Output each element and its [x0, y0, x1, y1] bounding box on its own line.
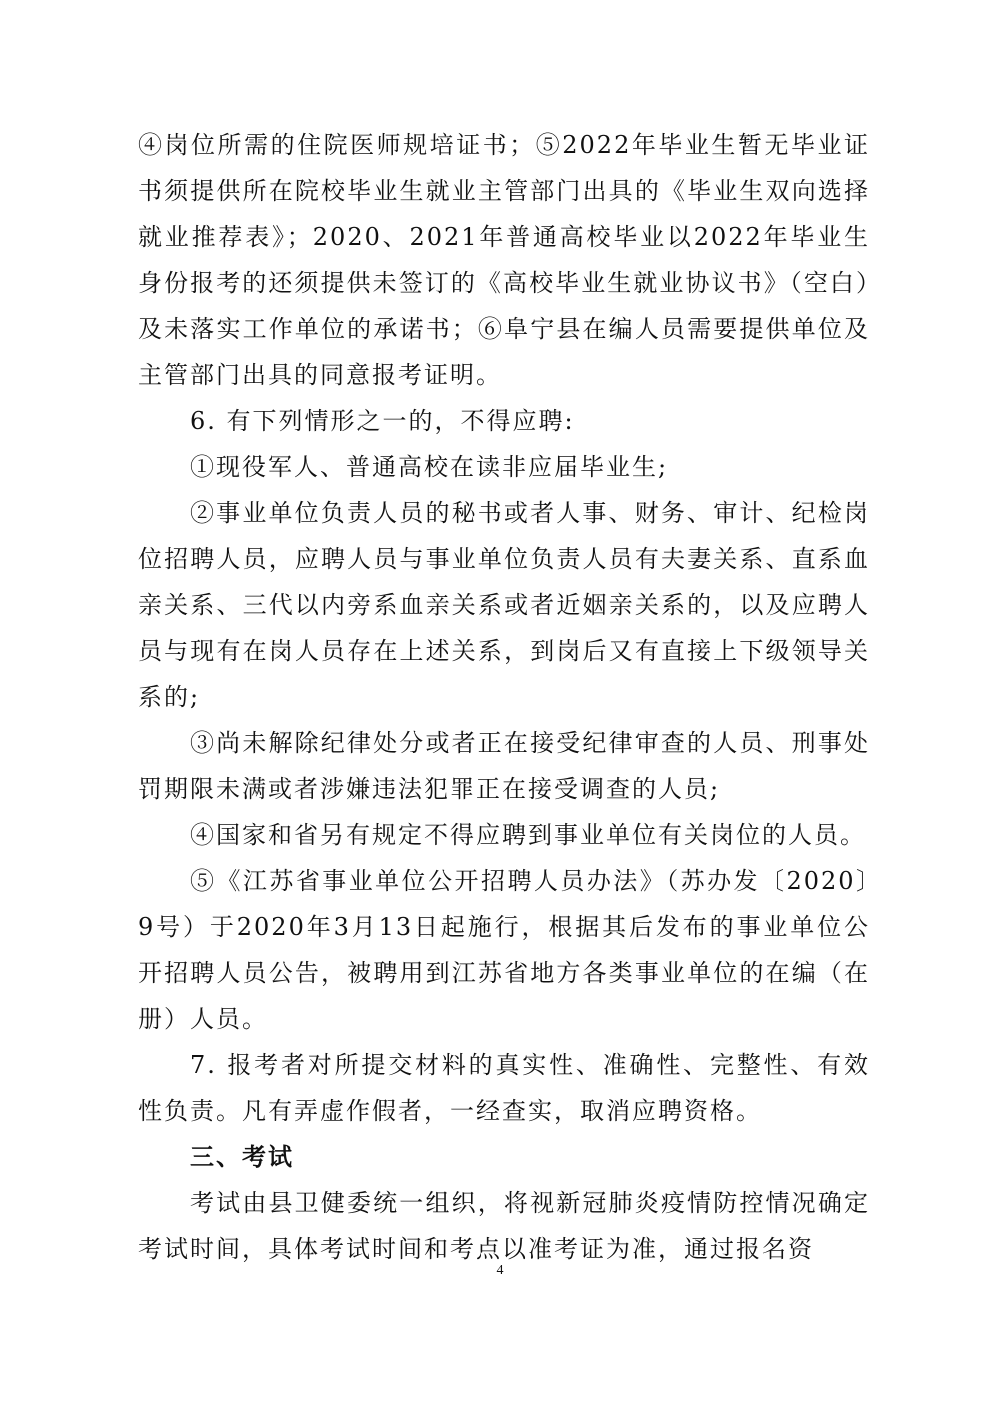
paragraph-item-7: 7. 报考者对所提交材料的真实性、准确性、完整性、有效性负责。凡有弄虚作假者，一经查实，取消应聘资格。	[138, 1051, 870, 1125]
document-body	[138, 122, 870, 1272]
section-heading-exam: 三、考试	[190, 1143, 294, 1171]
paragraph-exclusion-4: ④国家和省另有规定不得应聘到事业单位有关岗位的人员。	[190, 821, 866, 849]
paragraph-exclusion-1: ①现役军人、普通高校在读非应届毕业生;	[190, 453, 669, 481]
paragraph-required-documents: ④岗位所需的住院医师规培证书；⑤2022年毕业生暂无毕业证书须提供所在院校毕业生就业主管部门出具的《毕业生双向选择就业推荐表》；2020、2021年普通高校毕业以2022年毕业生身份报考的还须提供未签订的《高校毕业生就业协议书》（空白）及未落实工作单位的承诺书；⑥阜宁县在编人员需要提供单位及主管部门出具的同意报考证明。	[138, 131, 870, 389]
paragraph-exclusion-2: ②事业单位负责人员的秘书或者人事、财务、审计、纪检岗位招聘人员，应聘人员与事业单位负责人员有夫妻关系、直系血亲关系、三代以内旁系血亲关系或者近姻亲关系的，以及应聘人员与现有在岗人员存在上述关系，到岗后又有直接上下级领导关系的;	[138, 499, 870, 711]
paragraph-item-6-title: 6. 有下列情形之一的，不得应聘:	[190, 407, 575, 435]
paragraph-exam-intro: 考试由县卫健委统一组织，将视新冠肺炎疫情防控情况确定考试时间，具体考试时间和考点以准考证为准，通过报名资	[138, 1189, 870, 1263]
page-number: 4	[496, 1263, 504, 1278]
paragraph-exclusion-5: ⑤《江苏省事业单位公开招聘人员办法》（苏办发〔2020〕9号）于2020年3月13日起施行，根据其后发布的事业单位公开招聘人员公告，被聘用到江苏省地方各类事业单位的在编（在册）人员。	[138, 867, 870, 1033]
paragraph-exclusion-3: ③尚未解除纪律处分或者正在接受纪律审查的人员、刑事处罚期限未满或者涉嫌违法犯罪正在接受调查的人员;	[138, 729, 870, 803]
